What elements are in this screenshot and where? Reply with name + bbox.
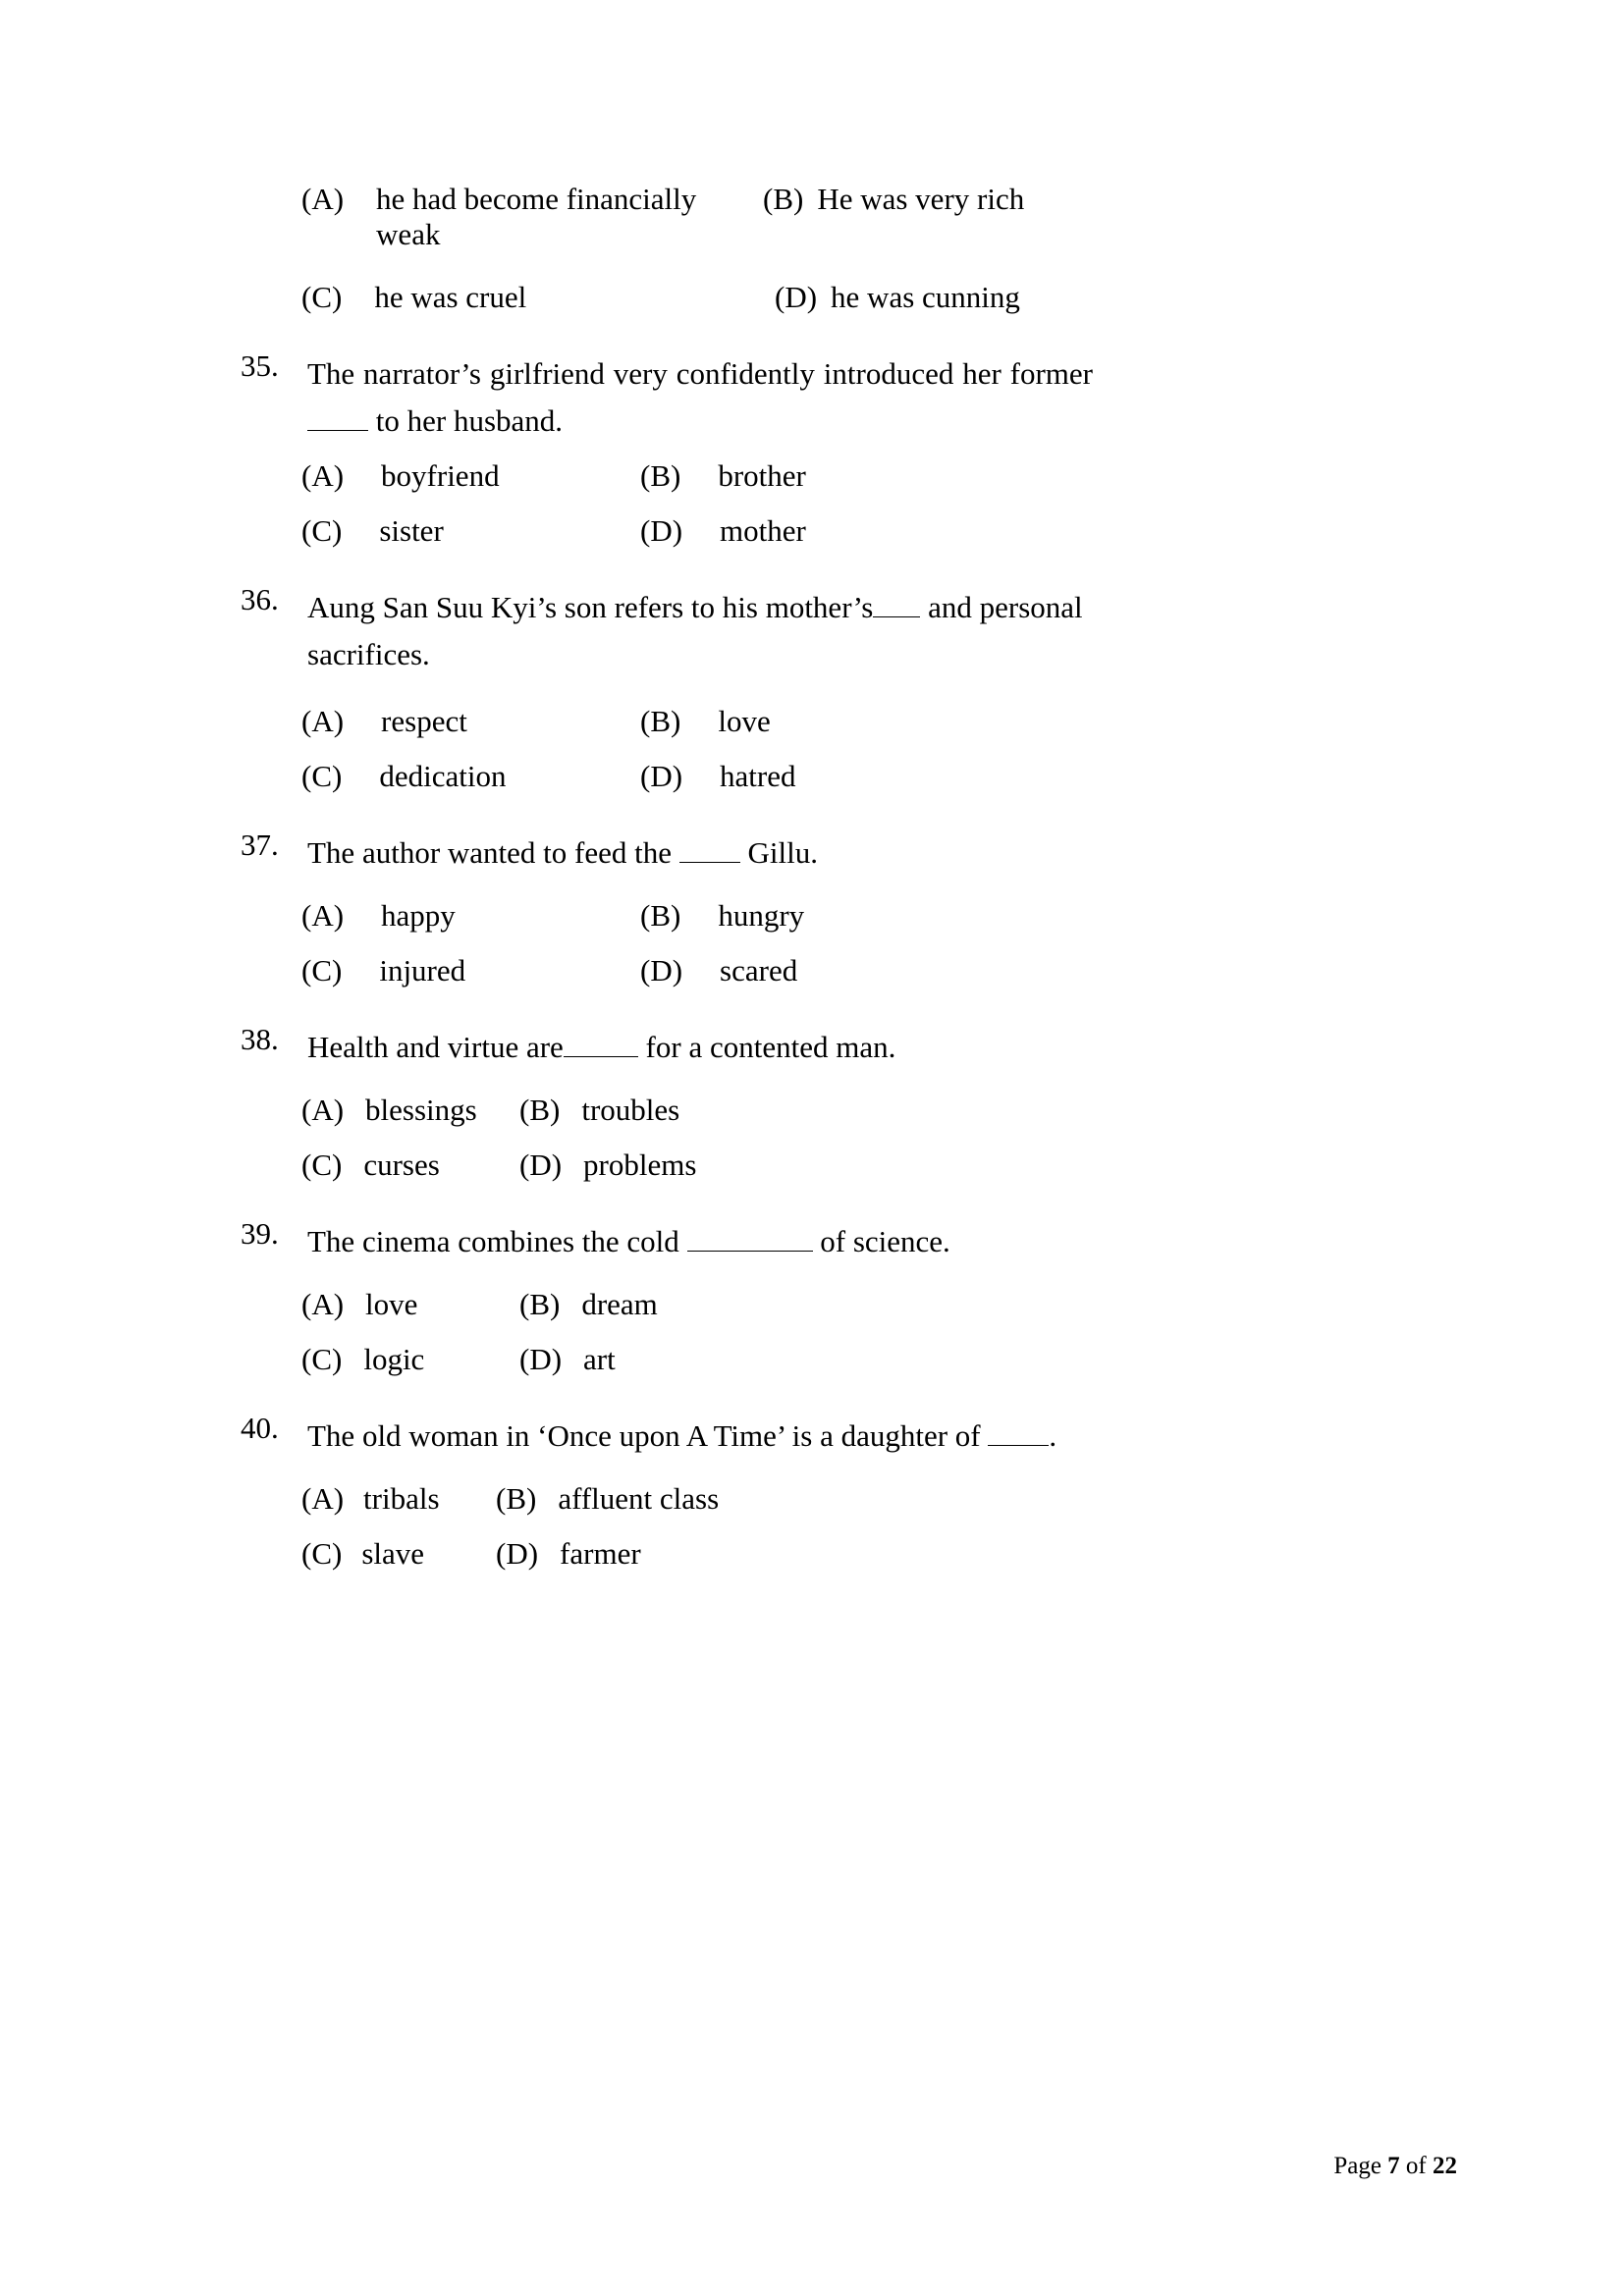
footer-prefix: Page [1333,2153,1388,2179]
option-label: (B) [496,1481,537,1517]
option-value: dream [581,1287,658,1322]
footer-total-pages: 22 [1433,2153,1457,2179]
answer-blank [679,862,740,863]
option-value: he had become financially weak [376,182,697,251]
answer-blank [564,1056,638,1057]
option-row [241,513,1467,549]
options-list [241,704,1467,794]
option-value: art [583,1342,616,1377]
question-block-38 [241,1024,1467,1183]
option-row [241,898,1467,934]
footer-middle: of [1399,2153,1433,2179]
option-label: (B) [763,182,804,216]
option-row [241,759,1467,794]
option-value: curses [363,1148,440,1183]
option-value: tribals [363,1481,440,1517]
option-a[interactable] [301,898,640,934]
option-label: (A) [301,898,345,934]
option-d[interactable] [496,1536,641,1572]
option-value: troubles [581,1093,680,1128]
option-b[interactable] [519,1287,658,1322]
option-value: dedication [379,759,507,794]
option-row [241,1093,1467,1128]
option-value: respect [381,704,467,739]
option-row [241,1287,1467,1322]
option-label: (A) [301,182,345,216]
option-value: scared [720,953,798,988]
option-label: (D) [640,953,683,988]
options-list [241,1287,1467,1377]
options-list [241,458,1467,549]
option-a[interactable] [301,182,763,252]
option-value: boyfriend [381,458,500,494]
option-value: injured [379,953,466,988]
option-d[interactable] [640,759,796,794]
option-label: (A) [301,704,345,739]
option-value: He was very rich [817,182,1025,216]
option-value: logic [363,1342,425,1377]
option-row [241,280,1467,315]
option-value: brother [718,458,806,494]
question-text [307,584,1122,678]
option-label: (D) [640,513,683,549]
question-stem [241,1024,1467,1071]
option-label: (C) [301,513,343,549]
question-number: 39. [241,1216,279,1252]
question-text-part1: The narrator’s girlfriend very confidently introduced her former [307,356,1093,391]
option-value: hatred [720,759,796,794]
option-value: he was cunning [831,280,1020,314]
option-value: love [718,704,771,739]
option-label: (B) [640,898,681,934]
option-row [241,704,1467,739]
options-list [241,1093,1467,1183]
options-list [241,898,1467,988]
option-d[interactable] [519,1148,696,1183]
option-value: blessings [365,1093,477,1128]
option-label: (C) [301,280,343,314]
option-label: (A) [301,1093,345,1128]
option-value: he was cruel [374,280,527,314]
question-block-39 [241,1218,1467,1377]
question-number: 40. [241,1411,279,1446]
option-label: (B) [519,1287,561,1322]
option-label: (A) [301,458,345,494]
option-c[interactable] [301,1536,496,1572]
question-text-part2: to her husband. [375,403,564,439]
option-d[interactable] [519,1342,616,1377]
option-a[interactable] [301,704,640,739]
option-b[interactable] [640,704,771,739]
option-value: affluent class [558,1481,720,1517]
option-b[interactable] [640,898,804,934]
option-label: (D) [519,1148,563,1183]
question-text [307,1413,1467,1460]
question-text-part1: The author wanted to feed the [307,835,672,871]
option-a[interactable] [301,1287,519,1322]
question-text-part1: Aung San Suu Kyi’s son refers to his mother’s [307,590,874,625]
option-label: (D) [496,1536,539,1572]
question-text-part2: and personal sacrifices. [307,590,1083,672]
option-c[interactable] [301,953,640,988]
option-row [241,1536,1467,1572]
question-block-37 [241,829,1467,988]
option-label: (D) [640,759,683,794]
option-value: happy [381,898,456,934]
option-label: (C) [301,1148,343,1183]
question-text-part2: for a contented man. [645,1030,896,1065]
option-value: farmer [560,1536,641,1572]
option-label: (B) [519,1093,561,1128]
option-c[interactable] [301,759,640,794]
option-label: (C) [301,953,343,988]
answer-blank [307,430,368,431]
option-label: (C) [301,759,343,794]
question-block-continued [241,182,1467,315]
question-stem [241,1413,1467,1460]
answer-blank [687,1251,813,1252]
question-block-35 [241,350,1467,549]
option-b[interactable] [519,1093,679,1128]
question-text-part2: Gillu. [747,835,818,871]
question-text-part2: . [1049,1418,1057,1454]
option-b[interactable] [496,1481,719,1517]
option-d[interactable] [775,280,1020,315]
option-value: sister [379,513,444,549]
option-label: (C) [301,1342,343,1377]
option-row [241,1481,1467,1517]
question-text [307,350,1093,445]
option-label: (A) [301,1287,345,1322]
question-stem [241,1218,1467,1265]
option-row [241,458,1467,494]
option-row [241,1342,1467,1377]
option-label: (D) [519,1342,563,1377]
answer-blank [873,616,920,617]
question-text [307,1024,1467,1071]
option-row [241,182,1467,252]
option-a[interactable] [301,1481,496,1517]
question-block-36 [241,584,1467,794]
option-label: (B) [640,704,681,739]
question-number: 38. [241,1022,279,1057]
footer-current-page: 7 [1387,2153,1400,2179]
question-number: 37. [241,828,279,863]
page-footer [1333,2153,1457,2180]
question-text-part2: of science. [820,1224,950,1259]
option-value: mother [720,513,806,549]
option-a[interactable] [301,458,640,494]
question-number: 35. [241,348,279,383]
option-a[interactable] [301,1093,519,1128]
question-text-part1: Health and virtue are [307,1030,564,1065]
question-stem [241,584,1467,678]
options-list [241,182,1467,315]
option-c[interactable] [301,513,640,549]
option-row [241,1148,1467,1183]
option-d[interactable] [640,953,797,988]
options-list [241,1481,1467,1572]
question-stem [241,350,1467,445]
question-stem [241,829,1467,877]
question-block-40 [241,1413,1467,1572]
option-label: (B) [640,458,681,494]
option-value: hungry [718,898,805,934]
question-text [307,829,1467,877]
option-value: slave [361,1536,425,1572]
option-label: (A) [301,1481,345,1517]
option-label: (D) [775,280,818,314]
option-c[interactable] [301,1148,519,1183]
option-d[interactable] [640,513,806,549]
question-number: 36. [241,582,279,617]
option-value: love [365,1287,418,1322]
option-row [241,953,1467,988]
answer-blank [988,1445,1049,1446]
question-text [307,1218,1467,1265]
question-text-part1: The old woman in ‘Once upon A Time’ is a daughter of [307,1418,981,1454]
option-c[interactable] [301,1342,519,1377]
option-label: (C) [301,1536,343,1572]
option-b[interactable] [763,182,1024,217]
question-text-part1: The cinema combines the cold [307,1224,679,1259]
option-b[interactable] [640,458,806,494]
option-value: problems [583,1148,697,1183]
option-c[interactable] [301,280,763,315]
